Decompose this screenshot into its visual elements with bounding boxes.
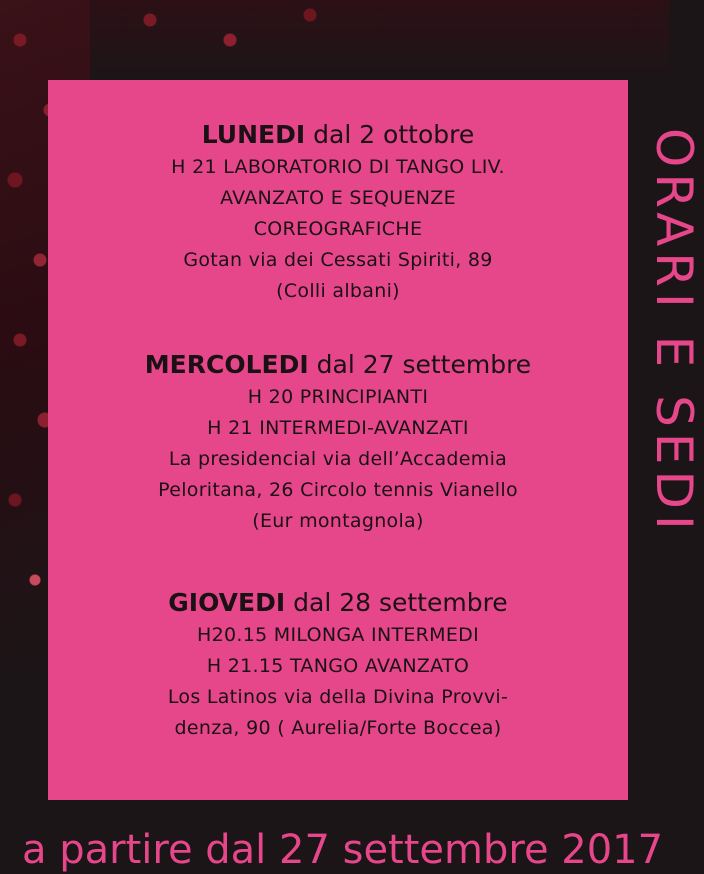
footer-text: a partire dal 27 settembre 2017 (22, 827, 664, 873)
schedule-line: Gotan via dei Cessati Spiriti, 89 (183, 249, 493, 271)
schedule-block-wednesday (48, 348, 628, 537)
schedule-line: Peloritana, 26 Circolo tennis Vianello (158, 479, 518, 501)
schedule-panel (48, 80, 628, 800)
schedule-heading: LUNEDI dal 2 ottobre (201, 120, 475, 149)
schedule-line: (Colli albani) (276, 280, 400, 302)
schedule-line: AVANZATO E SEQUENZE (220, 187, 456, 209)
schedule-line: denza, 90 ( Aurelia/Forte Boccea) (174, 717, 502, 739)
schedule-line: H20.15 MILONGA INTERMEDI (196, 624, 479, 646)
schedule-line: (Eur montagnola) (252, 510, 424, 532)
schedule-line: COREOGRAFICHE (253, 218, 423, 240)
schedule-line: Los Latinos via della Divina Provvi- (167, 686, 509, 708)
schedule-block-monday (48, 118, 628, 307)
schedule-line: La presidencial via dell’Accademia (168, 448, 508, 470)
schedule-heading: MERCOLEDI dal 27 settembre (144, 350, 532, 379)
sequin-background-top (90, 0, 669, 80)
schedule-heading: GIOVEDI dal 28 settembre (168, 588, 508, 617)
schedule-line: H 21.15 TANGO AVANZATO (206, 655, 470, 677)
schedule-line: H 20 PRINCIPIANTI (247, 386, 429, 408)
schedule-line: H 21 LABORATORIO DI TANGO LIV. (171, 156, 505, 178)
schedule-line: H 21 INTERMEDI-AVANZATI (207, 417, 469, 439)
schedule-block-thursday (48, 586, 628, 744)
side-title: ORARI E SEDI (645, 128, 703, 536)
